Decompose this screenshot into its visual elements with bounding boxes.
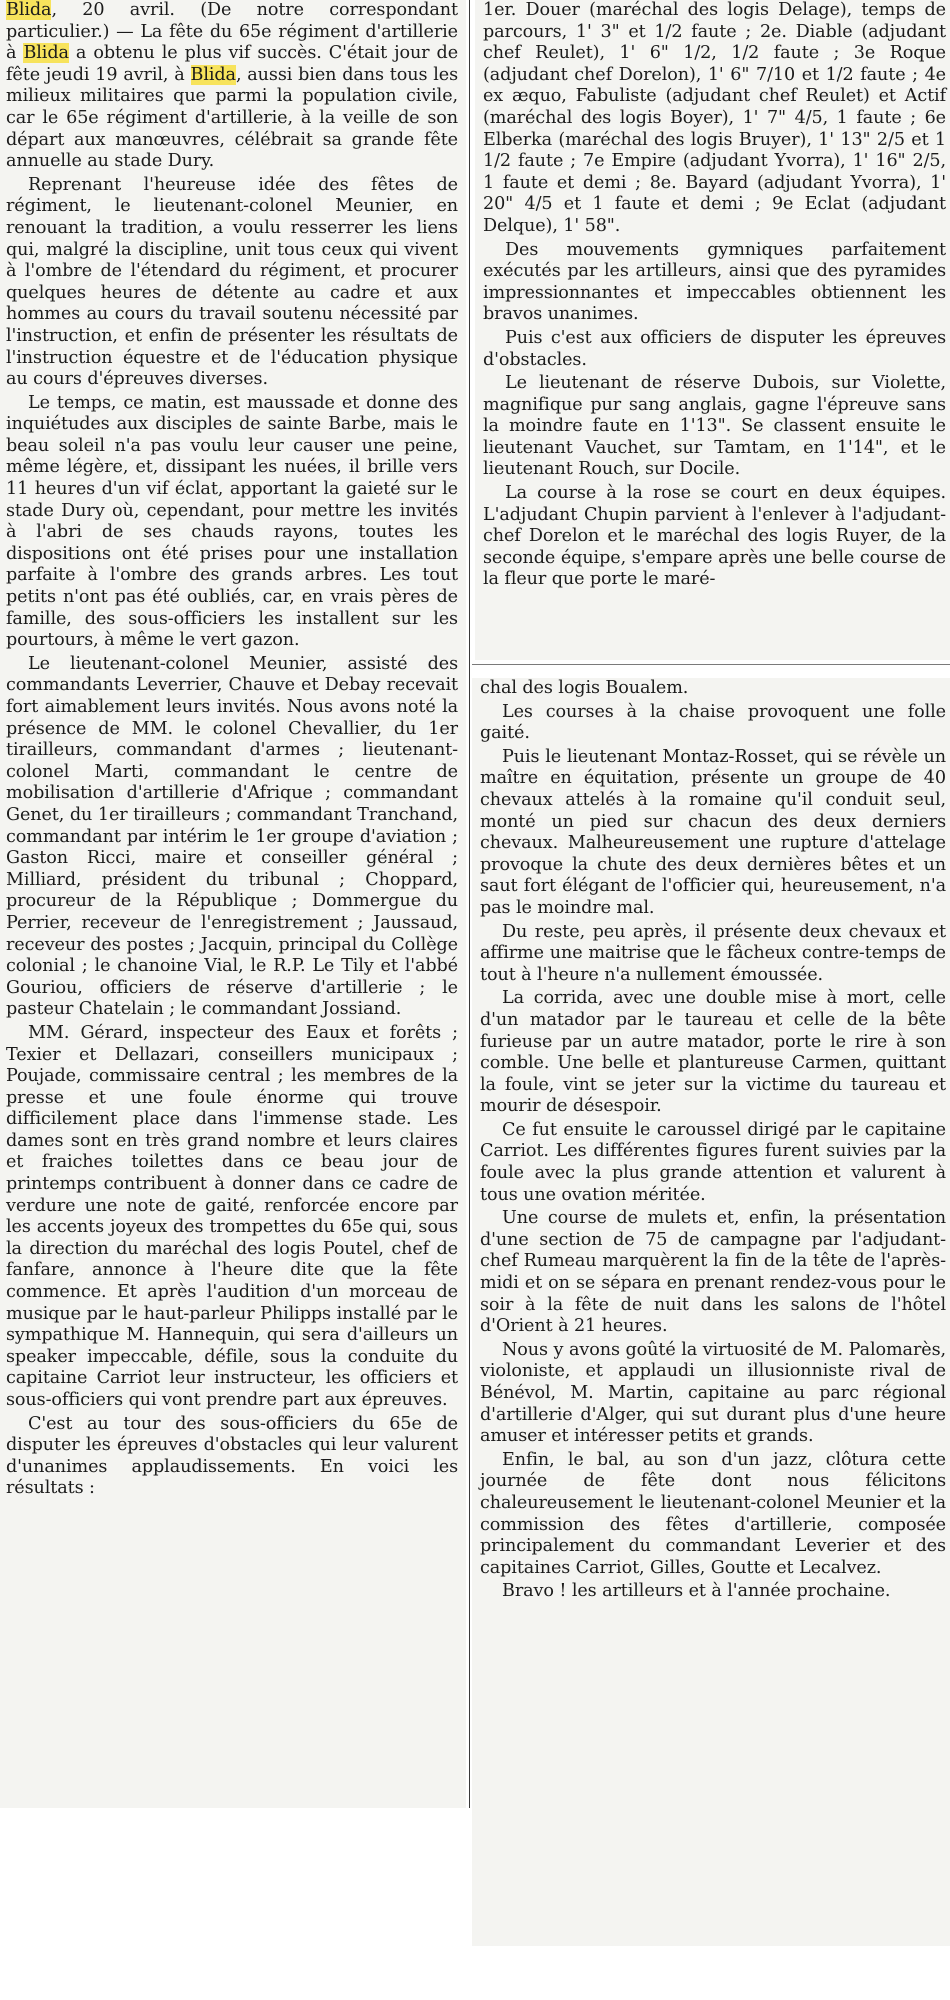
lead-text-1: , 20 avril. (De notre correspondant particulier.) — La fête du 65e régiment d'artillerie à [6,0,458,64]
column-rule [469,0,470,1808]
article-column-right-top [475,0,950,660]
paragraph-chair-race: Les courses à la chaise provoquent une folle gaité. [480,701,946,744]
paragraph-regiment-tradition: Reprenant l'heureuse idée des fêtes de régiment, le lieutenant-colonel Meunier, en renouant la tradition, a voulu resserrer les liens qui, malgré la discipline, unit tous ceux qui vivent à l'ombre de l'étendard du régiment, et procurer quelques heures de détente au cadre et aux hommes au cours du travail soutenu nécessité par l'instruction, et enfin de présenter les résultats de l'instruction équestre et de l'éducation physique au cours d'épreuves diverses. [6,174,458,390]
highlight-blida-2: Blida [23,43,69,64]
highlight-blida-1: Blida [6,0,52,20]
lead-text-2: a obtenu le plus vif succès. C'était jour de fête jeudi 19 avril, à [6,43,459,85]
paragraph-gymnastics: Des mouvements gymniques parfaitement exécutés par les artilleurs, ainsi que des pyramides impressionnantes et impeccables obtiennent les bravos unanimes. [483,239,946,325]
paragraph-nco-obstacles: C'est au tour des sous-officiers du 65e de disputer les épreuves d'obstacles qui leur valurent d'unanimes applaudissements. En voici les résultats : [6,1413,458,1499]
lead-paragraph [6,0,458,173]
paragraph-officers-obstacles: Puis c'est aux officiers de disputer les épreuves d'obstacles. [483,327,946,370]
article-column-left [0,0,466,1808]
paragraph-ball: Enfin, le bal, au son d'un jazz, clôtura cette journée de fête dont nous félicitons chaleureusement le lieutenant-colonel Meunier et la commission des fêtes d'artillerie, composée principalement du commandant Leverier et des capitaines Carriot, Gilles, Goutte et Lecalvez. [480,1449,946,1578]
lead-text-3: , aussi bien dans tous les milieux militaires que parmi la population civile, car le 65e régiment d'artillerie, à la veille de son départ aux manœuvres, célébrait sa grande fête annuelle au stade Dury. [6,64,459,172]
paragraph-continuation: chal des logis Boualem. [480,678,689,698]
paragraph-results: 1er. Douer (maréchal des logis Delage), temps de parcours, 1' 3" et 1/2 faute ; 2e. Diable (adjudant chef Reulet), 1' 6" 1/2, 1/2 faute ; 3e Roque (adjudant chef Dorelon), 1' 6" 7/10 et 1/2 faute ; 4e ex æquo, Fabuliste (adjudant chef Reulet) et Actif (maréchal des logis Boyer), 1' 7" 4/5, 1 faute ; 6e Elberka (maréchal des logis Bruyer), 1' 13" 2/5 et 1 1/2 faute ; 7e Empire (adjudant Yvorra), 1' 16" 2/5, 1 faute et demi ; 8e. Bayard (adjudant Yvorra), 1' 20" 4/5 et 1 faute et demi ; 9e Eclat (adjudant Delque), 1' 58". [483,0,946,236]
paragraph-crowd: MM. Gérard, inspecteur des Eaux et forêts ; Texier et Dellazari, conseillers municipaux ; Poujade, commissaire central ; les membres de la presse et une foule énorme qui trouve difficilement place dans l'immense stade. Les dames sont en très grand nombre et leurs claires et fraiches toilettes dans ce beau jour de printemps contribuent à donner dans ce cadre de verdure une note de gaité, renforcée encore par les accents joyeux des trompettes du 65e qui, sous la direction du maréchal des logis Poutel, chef de fanfare, annonce à l'heure dite que la fête commence. Et après l'audition d'un morceau de musique par le haut-parleur Philipps installé par le sympathique M. Hannequin, qui sera d'ailleurs un speaker impeccable, défile, sous la conduite du capitaine Carriot leur instructeur, les officiers et sous-officiers qui vont prendre part aux épreuves. [6,1022,458,1410]
paragraph-corrida: La corrida, avec une double mise à mort, celle d'un matador par le taureau et celle de la bête furieuse par un autre matador, porte le rire à son comble. Une belle et plantureuse Carmen, quittant la foule, vint se jeter sur la victime du taureau et mourir de désespoir. [480,988,946,1117]
highlight-blida-3: Blida [190,64,236,85]
paragraph-dubois-winner: Le lieutenant de réserve Dubois, sur Violette, magnifique pur sang anglais, gagne l'épreuve sans la moindre faute en 1'13". Se classent ensuite le lieutenant Vauchet, sur Tamtam, en 1'14", et le lieutenant Rouch, sur Docile. [483,373,946,480]
article-column-right-bottom [472,678,950,1946]
paragraph-closing: Bravo ! les artilleurs et à l'année prochaine. [502,1581,891,1602]
clipping-separator [472,664,950,665]
paragraph-evening: Nous y avons goûté la virtuosité de M. Palomarès, violoniste, et applaudi un illusionniste rival de Bénévol, M. Martin, capitaine au parc régional d'artillerie d'Alger, qui sut durant plus d'une heure amuser et intéresser petits et grands. [480,1339,946,1447]
paragraph-guests: Le lieutenant-colonel Meunier, assisté des commandants Leverrier, Chauve et Debay recevait fort aimablement leurs invités. Nous avons noté la présence de MM. le colonel Chevallier, du 1er tirailleurs, commandant d'armes ; lieutenant-colonel Marti, commandant le centre de mobilisation d'artillerie d'Afrique ; commandant Genet, du 1er tirailleurs ; commandant Tranchand, commandant par intérim le 1er groupe d'aviation ; Gaston Ricci, maire et conseiller général ; Milliard, président du tribunal ; Choppard, procureur de la République ; Dommergue du Perrier, receveur de l'enregistrement ; Jaussaud, receveur des postes ; Jacquin, principal du Collège colonial ; le chanoine Vial, le R.P. Le Tily et l'abbé Gouriou, officiers de réserve d'artillerie ; le pasteur Chatelain ; le commandant Jossiand. [6,653,458,1020]
paragraph-rose-race: La course à la rose se court en deux équipes. L'adjudant Chupin parvient à l'enlever à l'adjudant-chef Dorelon et le maréchal des logis Ruyer, de la seconde équipe, s'empare après une belle course de la fleur que porte le maré- [483,483,946,590]
paragraph-weather: Le temps, ce matin, est maussade et donne des inquiétudes aux disciples de sainte Barbe, mais le beau soleil n'a pas voulu leur causer une peine, même légère, et, dissipant les nuées, il brille vers 11 heures d'un vif éclat, apportant la gaieté sur le stade Dury où, cependant, pour mettre les invités à l'abri de ses chauds rayons, toutes les dispositions ont été prises pour une installation parfaite à l'ombre des grands arbres. Les tout petits n'ont pas été oubliés, car, en vrais pères de famille, des sous-officiers les installent sur les pourtours, à même le vert gazon. [6,392,458,651]
paragraph-mules: Une course de mulets et, enfin, la présentation d'une section de 75 de campagne par l'adjudant-chef Rumeau marquèrent la fin de la tête de l'après-midi et on se sépara en prenant rendez-vous pour le soir à la fête de nuit dans les salons de l'hôtel d'Orient à 21 heures. [480,1208,946,1337]
paragraph-two-horses: Du reste, peu après, il présente deux chevaux et affirme une maitrise que le fâcheux contre-temps de tout à l'heure n'a nullement émoussée. [480,921,946,985]
paragraph-carousel: Ce fut ensuite le caroussel dirigé par le capitaine Carriot. Les différentes figures furent suivies par la foule avec la plus grande attention et valurent à tous une ovation méritée. [480,1119,946,1205]
paragraph-montaz-rosset: Puis le lieutenant Montaz-Rosset, qui se révèle un maître en équitation, présente un groupe de 40 chevaux attelés à la romaine qu'il conduit seul, monté un pied sur chacun des deux derniers chevaux. Malheureusement une rupture d'attelage provoque la chute des deux dernières bêtes et un saut fort élégant de l'officier qui, heureusement, n'a pas le moindre mal. [480,746,946,918]
